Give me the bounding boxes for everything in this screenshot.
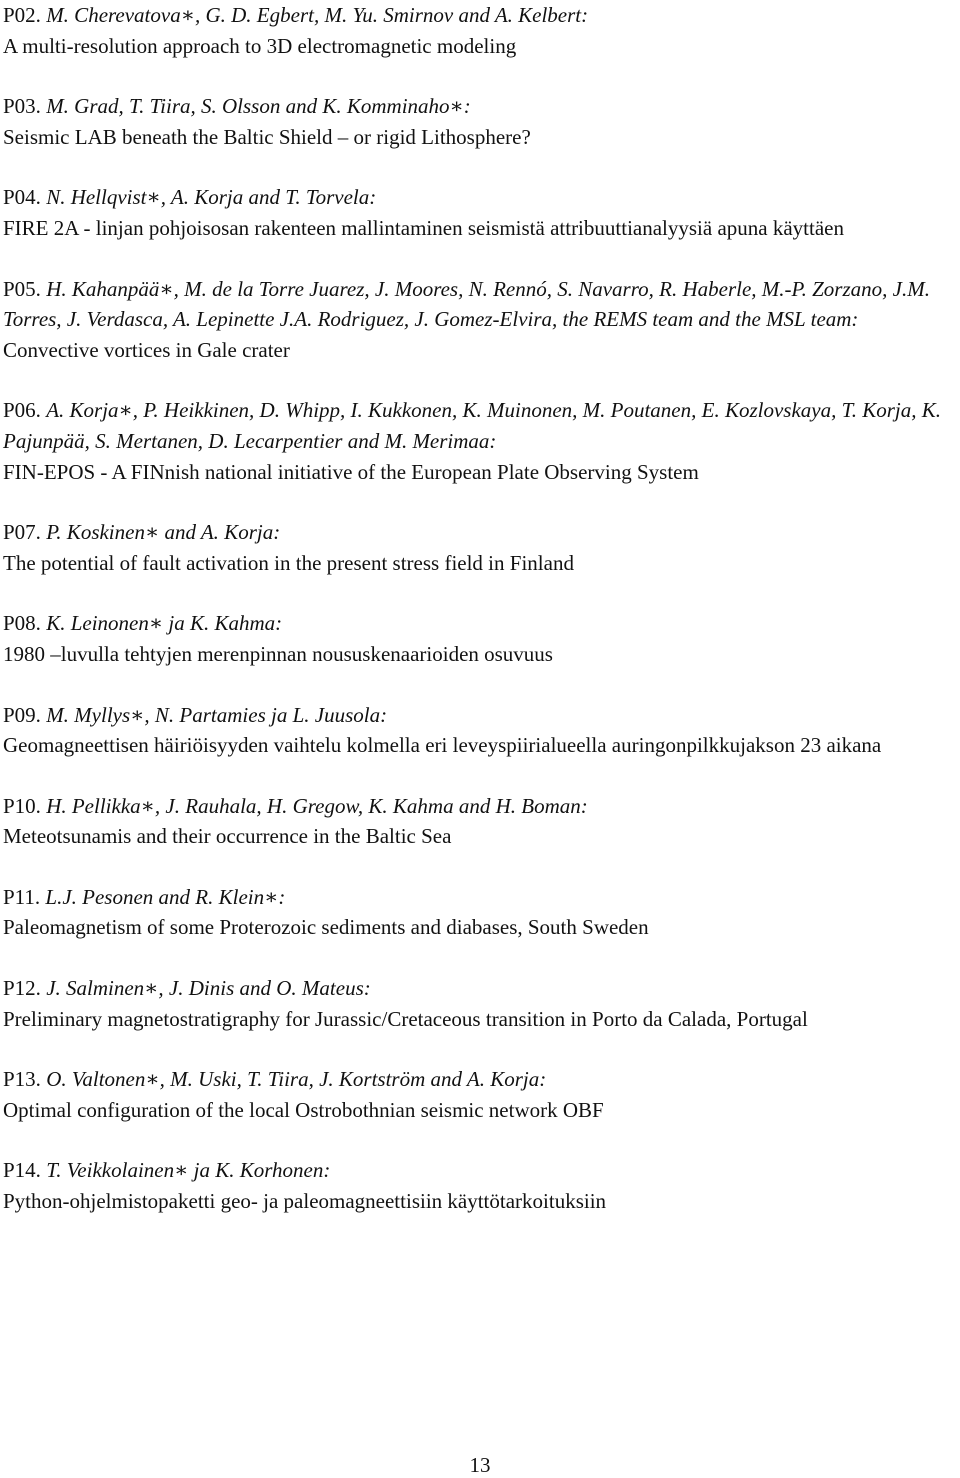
entry-authors-line — [3, 395, 958, 456]
entry-id: P10. — [3, 793, 41, 818]
entry-authors: M. Myllys∗, N. Partamies ja L. Juusola: — [46, 702, 388, 727]
entry-authors: A. Korja∗, P. Heikkinen, D. Whipp, I. Kukkonen, K. Muinonen, M. Poutanen, E. Kozlovskaya, T. Korja, K. Pajunpää, S. Mertanen, D. Lecarpentier and M. Merimaa: — [3, 398, 941, 453]
entry-title: Geomagneettisen häiriöisyyden vaihtelu kolmella eri leveyspiirialueella auringonpilkkujakson 23 aikana — [3, 733, 882, 758]
entry-authors: N. Hellqvist∗, A. Korja and T. Torvela: — [46, 185, 377, 210]
entry-id: P04. — [3, 185, 41, 210]
entry-title: Seismic LAB beneath the Baltic Shield – or rigid Lithosphere? — [3, 124, 531, 149]
poster-entry-p03 — [3, 91, 958, 152]
entry-title: 1980 –luvulla tehtyjen merenpinnan noususkenaarioiden osuvuus — [3, 641, 553, 666]
entry-authors: T. Veikkolainen∗ ja K. Korhonen: — [46, 1158, 331, 1183]
poster-entry-p05 — [3, 274, 958, 366]
poster-entry-p14 — [3, 1155, 958, 1216]
entry-authors: H. Kahanpää∗, M. de la Torre Juarez, J. Moores, N. Rennó, S. Navarro, R. Haberle, M.-P. Zorzano, J.M. Torres, J. Verdasca, A. Lepinette J.A. Rodriguez, J. Gomez-Elvira, the REMS team and the MSL team: — [3, 276, 930, 332]
entry-authors-line — [3, 1155, 958, 1186]
entry-authors-line — [3, 608, 958, 639]
entry-id: P02. — [3, 3, 41, 27]
entry-title: A multi-resolution approach to 3D electromagnetic modeling — [3, 33, 517, 58]
poster-entry-p10 — [3, 791, 958, 852]
entry-authors: P. Koskinen∗ and A. Korja: — [46, 520, 281, 545]
entry-title: FIN-EPOS - A FINnish national initiative of the European Plate Observing System — [3, 459, 699, 484]
entry-title: The potential of fault activation in the present stress field in Finland — [3, 550, 574, 575]
entry-authors: H. Pellikka∗, J. Rauhala, H. Gregow, K. Kahma and H. Boman: — [46, 793, 588, 818]
entry-title: Optimal configuration of the local Ostrobothnian seismic network OBF — [3, 1097, 604, 1122]
poster-list — [3, 0, 958, 1247]
entry-authors-line — [3, 700, 958, 731]
entry-authors: M. Cherevatova∗, G. D. Egbert, M. Yu. Smirnov and A. Kelbert: — [46, 3, 589, 27]
entry-id: P03. — [3, 94, 41, 119]
entry-authors-line — [3, 517, 958, 548]
entry-title: Python-ohjelmistopaketti geo- ja paleomagneettisiin käyttötarkoituksiin — [3, 1189, 607, 1214]
entry-authors-line — [3, 0, 958, 31]
entry-authors-line — [3, 791, 958, 822]
entry-authors-line — [3, 91, 958, 122]
entry-id: P06. — [3, 398, 41, 423]
entry-title: Preliminary magnetostratigraphy for Jurassic/Cretaceous transition in Porto da Calada, Portugal — [3, 1006, 808, 1031]
entry-title: FIRE 2A - linjan pohjoisosan rakenteen mallintaminen seismistä attribuuttianalyysiä apuna käyttäen — [3, 215, 844, 240]
poster-entry-p07 — [3, 517, 958, 578]
entry-id: P12. — [3, 976, 41, 1001]
poster-entry-p06 — [3, 395, 958, 487]
poster-entry-p09 — [3, 700, 958, 761]
entry-authors-line — [3, 1064, 958, 1095]
entry-id: P08. — [3, 611, 41, 636]
entry-authors-line — [3, 182, 958, 213]
entry-authors-line — [3, 882, 958, 913]
entry-id: P07. — [3, 520, 41, 545]
poster-entry-p04 — [3, 182, 958, 243]
poster-entry-p13 — [3, 1064, 958, 1125]
poster-entry-p08 — [3, 608, 958, 669]
entry-id: P11. — [3, 884, 41, 909]
entry-authors: M. Grad, T. Tiira, S. Olsson and K. Komminaho∗: — [46, 94, 471, 119]
entry-title: Paleomagnetism of some Proterozoic sediments and diabases, South Sweden — [3, 915, 649, 940]
entry-authors-line — [3, 274, 958, 335]
entry-title: Meteotsunamis and their occurrence in the Baltic Sea — [3, 824, 452, 849]
poster-entry-p11 — [3, 882, 958, 943]
poster-entry-p02 — [3, 0, 958, 61]
entry-authors-line — [3, 973, 958, 1004]
entry-authors: L.J. Pesonen and R. Klein∗: — [45, 884, 286, 909]
entry-authors: J. Salminen∗, J. Dinis and O. Mateus: — [46, 976, 371, 1001]
entry-title: Convective vortices in Gale crater — [3, 337, 290, 362]
entry-authors: K. Leinonen∗ ja K. Kahma: — [46, 611, 283, 636]
entry-id: P05. — [3, 276, 41, 301]
page-number: 13 — [469, 1453, 491, 1477]
poster-entry-p12 — [3, 973, 958, 1034]
entry-authors: O. Valtonen∗, M. Uski, T. Tiira, J. Kortström and A. Korja: — [46, 1067, 547, 1092]
entry-id: P09. — [3, 702, 41, 727]
entry-id: P13. — [3, 1067, 41, 1092]
entry-id: P14. — [3, 1158, 41, 1183]
